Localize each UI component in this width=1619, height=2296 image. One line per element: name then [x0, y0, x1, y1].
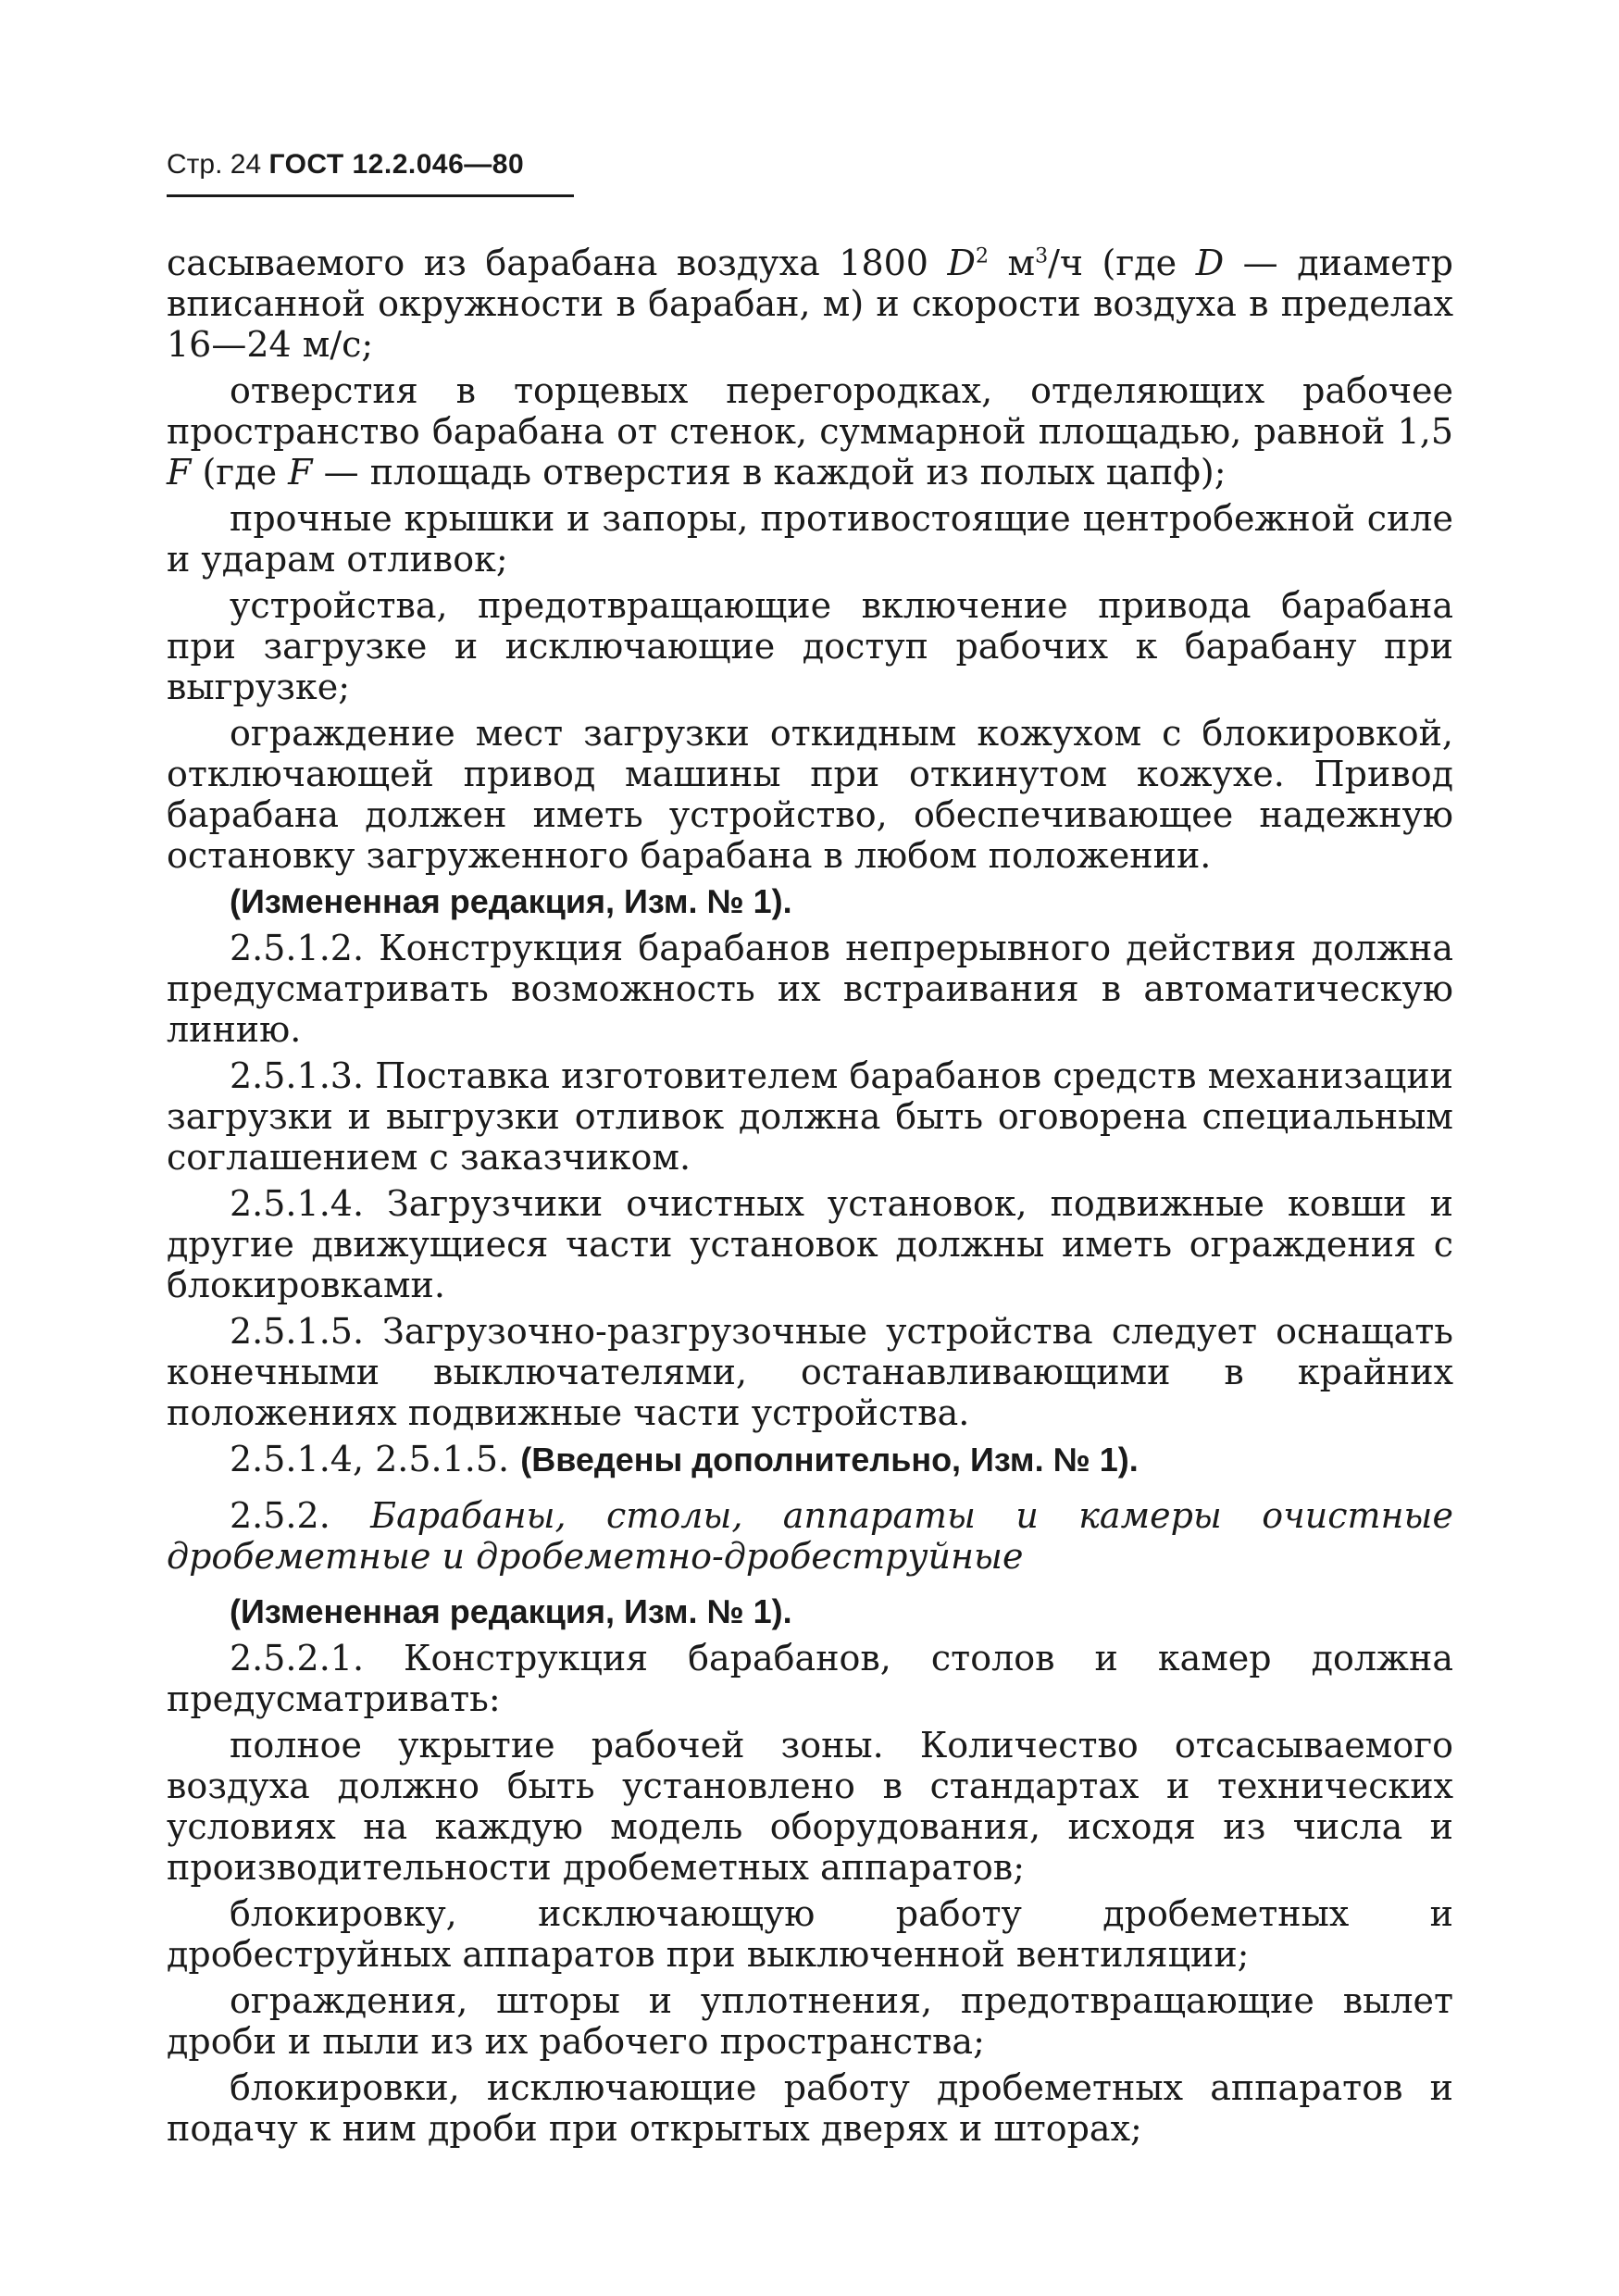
paragraph-p0: [167, 243, 1453, 365]
text-segment: 2.5.1.4, 2.5.1.5.: [230, 1439, 521, 1479]
text-segment: 2.5.1.4. Загрузчики очистных установок, подвижные ковши и другие движущиеся части установок должны иметь ограждения с блокировками.: [167, 1183, 1453, 1305]
text-segment: F: [288, 452, 313, 493]
text-segment: (Введены дополнительно, Изм. № 1).: [520, 1441, 1139, 1479]
paragraph-p4: [167, 713, 1453, 876]
text-segment: 2.5.2.1. Конструкция барабанов, столов и камер должна предусматривать:: [167, 1638, 1453, 1719]
text-segment: устройства, предотвращающие включение привода барабана при загрузке и исключающие доступ рабочих к барабану при выгрузке;: [167, 585, 1453, 707]
standard-designation: ГОСТ 12.2.046—80: [268, 149, 525, 180]
text-segment: 2.5.1.3. Поставка изготовителем барабанов средств механизации загрузки и выгрузки отливок должна быть оговорена специальным соглашением с заказчиком.: [167, 1055, 1453, 1178]
text-segment: (Измененная редакция, Изм. № 1).: [230, 882, 792, 920]
paragraph-p7: [167, 1055, 1453, 1178]
paragraph-p15: [167, 1893, 1453, 1975]
paragraph-p1: [167, 370, 1453, 493]
text-segment: 2.5.1.2. Конструкция барабанов непрерывного действия должна предусматривать возможность их встраивания в автоматическую линию.: [167, 928, 1453, 1050]
paragraph-p6: [167, 928, 1453, 1050]
text-segment: 2: [975, 244, 989, 268]
paragraph-p17: [167, 2067, 1453, 2149]
text-segment: полное укрытие рабочей зоны. Количество отсасываемого воздуха должно быть установлено в стандартах и технических условиях на каждую модель оборудования, исходя из числа и производительности дробеметных аппаратов;: [167, 1725, 1453, 1888]
paragraph-p3: [167, 585, 1453, 707]
text-segment: F: [167, 452, 192, 493]
paragraph-p12: [167, 1591, 1453, 1632]
text-segment: 2.5.2.: [230, 1495, 371, 1536]
page-header: [167, 146, 574, 197]
text-segment: 2.5.1.5. Загрузочно-разгрузочные устройства следует оснащать конечными выключателями, останавливающими в крайних положениях подвижные части устройства.: [167, 1311, 1453, 1433]
text-segment: блокировки, исключающие работу дробеметных аппаратов и подачу к ним дроби при открытых дверях и шторах;: [167, 2067, 1453, 2149]
paragraph-p8: [167, 1183, 1453, 1305]
paragraph-p5: [167, 881, 1453, 922]
text-segment: сасываемого из барабана воздуха 1800: [167, 243, 948, 283]
text-segment: ограждение мест загрузки откидным кожухом с блокировкой, отключающей привод машины при откинутом кожухе. Привод барабана должен иметь устройство, обеспечивающее надежную остановку загруженного барабана в любом положении.: [167, 713, 1453, 876]
paragraph-p9: [167, 1311, 1453, 1433]
text-segment: 3: [1035, 244, 1049, 268]
text-segment: — диаметр вписанной окружности в барабан, м) и скорости воздуха в пределах 16—24 м/с;: [167, 243, 1453, 365]
text-segment: /ч (где: [1048, 243, 1196, 283]
paragraph-p2: [167, 498, 1453, 580]
text-segment: (Измененная редакция, Изм. № 1).: [230, 1592, 792, 1630]
document-body: [167, 243, 1453, 2154]
text-segment: блокировку, исключающую работу дробеметных и дробеструйных аппаратов при выключенной вентиляции;: [167, 1893, 1453, 1975]
paragraph-p14: [167, 1725, 1453, 1888]
text-segment: (где: [191, 452, 289, 493]
text-segment: отверстия в торцевых перегородках, отделяющих рабочее пространство барабана от стенок, суммарной площадью, равной 1,5: [167, 370, 1453, 452]
text-segment: ограждения, шторы и уплотнения, предотвращающие вылет дроби и пыли из их рабочего пространства;: [167, 1980, 1453, 2062]
paragraph-p11: [167, 1495, 1453, 1577]
text-segment: прочные крышки и запоры, противостоящие центробежной силе и ударам отливок;: [167, 498, 1453, 580]
text-segment: D: [947, 243, 976, 283]
text-segment: м: [988, 243, 1036, 283]
text-segment: — площадь отверстия в каждой из полых цапф);: [312, 452, 1227, 493]
paragraph-p13: [167, 1638, 1453, 1719]
page-number-label: Стр. 24: [167, 149, 269, 180]
paragraph-p16: [167, 1980, 1453, 2062]
text-segment: Барабаны, столы, аппараты и камеры очистные дробеметные и дробеметно-дробеструйные: [167, 1495, 1453, 1577]
text-segment: D: [1195, 243, 1225, 283]
paragraph-p10: [167, 1439, 1453, 1480]
